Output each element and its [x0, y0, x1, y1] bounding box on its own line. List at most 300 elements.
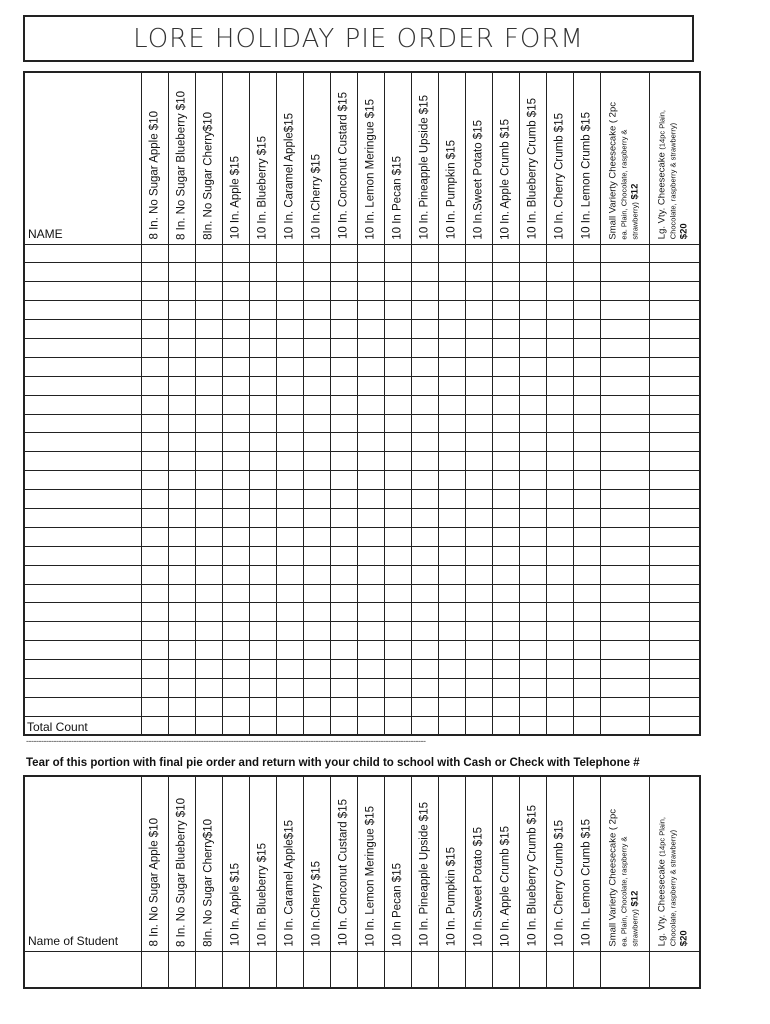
- slip-quantity-cell[interactable]: [649, 951, 700, 988]
- order-quantity-cell[interactable]: [195, 414, 222, 433]
- order-quantity-cell[interactable]: [222, 357, 249, 376]
- order-quantity-cell[interactable]: [168, 376, 195, 395]
- order-quantity-cell[interactable]: [141, 508, 168, 527]
- order-quantity-cell[interactable]: [649, 244, 700, 263]
- order-quantity-cell[interactable]: [330, 244, 357, 263]
- order-quantity-cell[interactable]: [492, 414, 519, 433]
- order-quantity-cell[interactable]: [276, 565, 303, 584]
- order-quantity-cell[interactable]: [492, 282, 519, 301]
- total-count-cell[interactable]: [649, 716, 700, 735]
- order-quantity-cell[interactable]: [492, 490, 519, 509]
- order-quantity-cell[interactable]: [519, 395, 546, 414]
- order-quantity-cell[interactable]: [492, 565, 519, 584]
- order-quantity-cell[interactable]: [330, 338, 357, 357]
- order-quantity-cell[interactable]: [411, 508, 438, 527]
- order-quantity-cell[interactable]: [411, 376, 438, 395]
- order-name-cell[interactable]: [24, 357, 141, 376]
- order-quantity-cell[interactable]: [384, 490, 411, 509]
- slip-quantity-cell[interactable]: [168, 951, 195, 988]
- order-quantity-cell[interactable]: [249, 641, 276, 660]
- order-quantity-cell[interactable]: [276, 622, 303, 641]
- total-count-cell[interactable]: [573, 716, 600, 735]
- slip-quantity-cell[interactable]: [276, 951, 303, 988]
- order-quantity-cell[interactable]: [649, 678, 700, 697]
- total-count-cell[interactable]: [195, 716, 222, 735]
- order-quantity-cell[interactable]: [195, 282, 222, 301]
- order-quantity-cell[interactable]: [438, 414, 465, 433]
- order-quantity-cell[interactable]: [303, 357, 330, 376]
- order-quantity-cell[interactable]: [600, 395, 649, 414]
- order-quantity-cell[interactable]: [168, 433, 195, 452]
- order-quantity-cell[interactable]: [222, 376, 249, 395]
- order-name-cell[interactable]: [24, 301, 141, 320]
- order-quantity-cell[interactable]: [276, 320, 303, 339]
- slip-quantity-cell[interactable]: [465, 951, 492, 988]
- order-quantity-cell[interactable]: [195, 565, 222, 584]
- order-quantity-cell[interactable]: [519, 697, 546, 716]
- order-quantity-cell[interactable]: [411, 490, 438, 509]
- order-quantity-cell[interactable]: [600, 584, 649, 603]
- order-quantity-cell[interactable]: [573, 433, 600, 452]
- order-quantity-cell[interactable]: [438, 433, 465, 452]
- order-quantity-cell[interactable]: [411, 678, 438, 697]
- slip-quantity-cell[interactable]: [222, 951, 249, 988]
- order-quantity-cell[interactable]: [411, 641, 438, 660]
- order-quantity-cell[interactable]: [249, 584, 276, 603]
- order-name-cell[interactable]: [24, 320, 141, 339]
- order-quantity-cell[interactable]: [330, 490, 357, 509]
- order-quantity-cell[interactable]: [649, 357, 700, 376]
- order-quantity-cell[interactable]: [465, 584, 492, 603]
- order-quantity-cell[interactable]: [141, 565, 168, 584]
- order-quantity-cell[interactable]: [222, 338, 249, 357]
- order-quantity-cell[interactable]: [168, 546, 195, 565]
- order-quantity-cell[interactable]: [519, 320, 546, 339]
- order-quantity-cell[interactable]: [195, 641, 222, 660]
- order-quantity-cell[interactable]: [222, 546, 249, 565]
- order-quantity-cell[interactable]: [411, 244, 438, 263]
- order-quantity-cell[interactable]: [249, 301, 276, 320]
- order-quantity-cell[interactable]: [546, 452, 573, 471]
- order-quantity-cell[interactable]: [195, 376, 222, 395]
- order-quantity-cell[interactable]: [222, 433, 249, 452]
- order-quantity-cell[interactable]: [438, 603, 465, 622]
- order-quantity-cell[interactable]: [303, 282, 330, 301]
- order-quantity-cell[interactable]: [438, 244, 465, 263]
- order-quantity-cell[interactable]: [330, 320, 357, 339]
- order-quantity-cell[interactable]: [600, 641, 649, 660]
- order-quantity-cell[interactable]: [276, 376, 303, 395]
- order-name-cell[interactable]: [24, 282, 141, 301]
- order-quantity-cell[interactable]: [222, 584, 249, 603]
- order-quantity-cell[interactable]: [330, 414, 357, 433]
- order-quantity-cell[interactable]: [546, 508, 573, 527]
- slip-quantity-cell[interactable]: [600, 951, 649, 988]
- order-quantity-cell[interactable]: [384, 244, 411, 263]
- order-quantity-cell[interactable]: [573, 603, 600, 622]
- order-quantity-cell[interactable]: [303, 376, 330, 395]
- order-quantity-cell[interactable]: [168, 508, 195, 527]
- order-quantity-cell[interactable]: [330, 622, 357, 641]
- order-quantity-cell[interactable]: [357, 660, 384, 679]
- order-quantity-cell[interactable]: [303, 641, 330, 660]
- order-quantity-cell[interactable]: [573, 471, 600, 490]
- order-quantity-cell[interactable]: [649, 320, 700, 339]
- order-quantity-cell[interactable]: [438, 395, 465, 414]
- order-quantity-cell[interactable]: [141, 546, 168, 565]
- order-quantity-cell[interactable]: [573, 452, 600, 471]
- order-quantity-cell[interactable]: [276, 244, 303, 263]
- order-quantity-cell[interactable]: [384, 527, 411, 546]
- order-quantity-cell[interactable]: [492, 508, 519, 527]
- order-quantity-cell[interactable]: [649, 546, 700, 565]
- order-quantity-cell[interactable]: [330, 376, 357, 395]
- order-quantity-cell[interactable]: [384, 301, 411, 320]
- order-quantity-cell[interactable]: [141, 471, 168, 490]
- order-quantity-cell[interactable]: [573, 678, 600, 697]
- order-quantity-cell[interactable]: [222, 282, 249, 301]
- order-quantity-cell[interactable]: [465, 697, 492, 716]
- order-quantity-cell[interactable]: [330, 584, 357, 603]
- order-quantity-cell[interactable]: [195, 395, 222, 414]
- order-quantity-cell[interactable]: [384, 697, 411, 716]
- order-quantity-cell[interactable]: [411, 452, 438, 471]
- order-quantity-cell[interactable]: [168, 660, 195, 679]
- order-quantity-cell[interactable]: [546, 565, 573, 584]
- order-quantity-cell[interactable]: [411, 282, 438, 301]
- order-quantity-cell[interactable]: [168, 414, 195, 433]
- order-quantity-cell[interactable]: [465, 414, 492, 433]
- order-quantity-cell[interactable]: [384, 282, 411, 301]
- order-quantity-cell[interactable]: [168, 584, 195, 603]
- order-quantity-cell[interactable]: [195, 263, 222, 282]
- slip-quantity-cell[interactable]: [384, 951, 411, 988]
- order-quantity-cell[interactable]: [600, 490, 649, 509]
- total-count-cell[interactable]: [492, 716, 519, 735]
- order-quantity-cell[interactable]: [384, 471, 411, 490]
- order-quantity-cell[interactable]: [195, 697, 222, 716]
- order-quantity-cell[interactable]: [222, 452, 249, 471]
- order-quantity-cell[interactable]: [141, 301, 168, 320]
- order-quantity-cell[interactable]: [330, 697, 357, 716]
- order-name-cell[interactable]: [24, 263, 141, 282]
- slip-quantity-cell[interactable]: [546, 951, 573, 988]
- order-quantity-cell[interactable]: [546, 641, 573, 660]
- order-quantity-cell[interactable]: [276, 301, 303, 320]
- order-quantity-cell[interactable]: [357, 678, 384, 697]
- order-quantity-cell[interactable]: [168, 357, 195, 376]
- order-quantity-cell[interactable]: [249, 282, 276, 301]
- order-quantity-cell[interactable]: [276, 546, 303, 565]
- order-quantity-cell[interactable]: [276, 584, 303, 603]
- order-quantity-cell[interactable]: [519, 376, 546, 395]
- order-quantity-cell[interactable]: [600, 244, 649, 263]
- order-quantity-cell[interactable]: [195, 244, 222, 263]
- order-quantity-cell[interactable]: [357, 338, 384, 357]
- slip-quantity-cell[interactable]: [411, 951, 438, 988]
- order-quantity-cell[interactable]: [168, 320, 195, 339]
- order-quantity-cell[interactable]: [141, 660, 168, 679]
- order-quantity-cell[interactable]: [519, 641, 546, 660]
- order-quantity-cell[interactable]: [141, 697, 168, 716]
- order-quantity-cell[interactable]: [492, 263, 519, 282]
- order-quantity-cell[interactable]: [519, 338, 546, 357]
- order-quantity-cell[interactable]: [249, 320, 276, 339]
- order-quantity-cell[interactable]: [411, 660, 438, 679]
- order-quantity-cell[interactable]: [357, 263, 384, 282]
- order-quantity-cell[interactable]: [168, 678, 195, 697]
- order-quantity-cell[interactable]: [492, 622, 519, 641]
- slip-quantity-cell[interactable]: [519, 951, 546, 988]
- order-quantity-cell[interactable]: [168, 641, 195, 660]
- order-quantity-cell[interactable]: [600, 357, 649, 376]
- order-quantity-cell[interactable]: [357, 414, 384, 433]
- order-quantity-cell[interactable]: [330, 546, 357, 565]
- order-quantity-cell[interactable]: [276, 338, 303, 357]
- order-quantity-cell[interactable]: [573, 565, 600, 584]
- order-name-cell[interactable]: [24, 376, 141, 395]
- order-quantity-cell[interactable]: [141, 282, 168, 301]
- order-quantity-cell[interactable]: [492, 320, 519, 339]
- order-quantity-cell[interactable]: [249, 603, 276, 622]
- order-quantity-cell[interactable]: [384, 414, 411, 433]
- order-quantity-cell[interactable]: [573, 263, 600, 282]
- order-quantity-cell[interactable]: [546, 395, 573, 414]
- order-quantity-cell[interactable]: [411, 546, 438, 565]
- order-quantity-cell[interactable]: [546, 320, 573, 339]
- order-quantity-cell[interactable]: [492, 697, 519, 716]
- order-quantity-cell[interactable]: [573, 641, 600, 660]
- order-quantity-cell[interactable]: [465, 244, 492, 263]
- slip-quantity-cell[interactable]: [141, 951, 168, 988]
- order-quantity-cell[interactable]: [249, 395, 276, 414]
- order-quantity-cell[interactable]: [384, 641, 411, 660]
- order-quantity-cell[interactable]: [411, 357, 438, 376]
- order-quantity-cell[interactable]: [649, 263, 700, 282]
- order-quantity-cell[interactable]: [649, 282, 700, 301]
- order-quantity-cell[interactable]: [573, 301, 600, 320]
- total-count-cell[interactable]: [276, 716, 303, 735]
- order-quantity-cell[interactable]: [465, 490, 492, 509]
- order-quantity-cell[interactable]: [492, 546, 519, 565]
- order-quantity-cell[interactable]: [141, 433, 168, 452]
- order-quantity-cell[interactable]: [492, 584, 519, 603]
- order-quantity-cell[interactable]: [330, 565, 357, 584]
- order-quantity-cell[interactable]: [546, 376, 573, 395]
- order-quantity-cell[interactable]: [276, 282, 303, 301]
- order-quantity-cell[interactable]: [384, 395, 411, 414]
- order-quantity-cell[interactable]: [411, 697, 438, 716]
- order-quantity-cell[interactable]: [330, 678, 357, 697]
- order-quantity-cell[interactable]: [303, 508, 330, 527]
- order-quantity-cell[interactable]: [600, 546, 649, 565]
- order-quantity-cell[interactable]: [222, 603, 249, 622]
- order-quantity-cell[interactable]: [357, 282, 384, 301]
- order-quantity-cell[interactable]: [384, 508, 411, 527]
- order-quantity-cell[interactable]: [438, 527, 465, 546]
- order-quantity-cell[interactable]: [195, 527, 222, 546]
- order-quantity-cell[interactable]: [465, 565, 492, 584]
- order-quantity-cell[interactable]: [519, 452, 546, 471]
- order-quantity-cell[interactable]: [600, 301, 649, 320]
- order-quantity-cell[interactable]: [519, 622, 546, 641]
- order-quantity-cell[interactable]: [195, 490, 222, 509]
- order-quantity-cell[interactable]: [519, 490, 546, 509]
- order-quantity-cell[interactable]: [357, 433, 384, 452]
- order-quantity-cell[interactable]: [438, 282, 465, 301]
- order-quantity-cell[interactable]: [649, 338, 700, 357]
- order-quantity-cell[interactable]: [546, 678, 573, 697]
- order-quantity-cell[interactable]: [519, 546, 546, 565]
- order-quantity-cell[interactable]: [222, 263, 249, 282]
- order-quantity-cell[interactable]: [303, 320, 330, 339]
- total-count-cell[interactable]: [546, 716, 573, 735]
- order-quantity-cell[interactable]: [357, 320, 384, 339]
- order-quantity-cell[interactable]: [303, 678, 330, 697]
- order-quantity-cell[interactable]: [222, 527, 249, 546]
- order-quantity-cell[interactable]: [411, 527, 438, 546]
- order-quantity-cell[interactable]: [249, 490, 276, 509]
- order-quantity-cell[interactable]: [465, 603, 492, 622]
- order-quantity-cell[interactable]: [141, 244, 168, 263]
- order-quantity-cell[interactable]: [168, 282, 195, 301]
- order-quantity-cell[interactable]: [276, 433, 303, 452]
- order-name-cell[interactable]: [24, 414, 141, 433]
- order-quantity-cell[interactable]: [600, 622, 649, 641]
- order-quantity-cell[interactable]: [465, 452, 492, 471]
- order-quantity-cell[interactable]: [573, 660, 600, 679]
- order-quantity-cell[interactable]: [303, 433, 330, 452]
- order-name-cell[interactable]: [24, 546, 141, 565]
- order-quantity-cell[interactable]: [649, 584, 700, 603]
- order-quantity-cell[interactable]: [330, 527, 357, 546]
- order-quantity-cell[interactable]: [357, 490, 384, 509]
- order-quantity-cell[interactable]: [249, 244, 276, 263]
- order-quantity-cell[interactable]: [249, 660, 276, 679]
- order-quantity-cell[interactable]: [573, 584, 600, 603]
- order-quantity-cell[interactable]: [276, 452, 303, 471]
- total-count-cell[interactable]: [330, 716, 357, 735]
- slip-quantity-cell[interactable]: [573, 951, 600, 988]
- order-quantity-cell[interactable]: [249, 697, 276, 716]
- order-quantity-cell[interactable]: [249, 471, 276, 490]
- order-quantity-cell[interactable]: [384, 660, 411, 679]
- order-quantity-cell[interactable]: [438, 357, 465, 376]
- order-quantity-cell[interactable]: [357, 603, 384, 622]
- order-quantity-cell[interactable]: [249, 414, 276, 433]
- order-quantity-cell[interactable]: [492, 395, 519, 414]
- slip-quantity-cell[interactable]: [303, 951, 330, 988]
- order-quantity-cell[interactable]: [168, 697, 195, 716]
- order-quantity-cell[interactable]: [195, 584, 222, 603]
- order-quantity-cell[interactable]: [276, 357, 303, 376]
- order-quantity-cell[interactable]: [492, 527, 519, 546]
- order-quantity-cell[interactable]: [330, 508, 357, 527]
- order-quantity-cell[interactable]: [249, 622, 276, 641]
- order-quantity-cell[interactable]: [384, 565, 411, 584]
- order-quantity-cell[interactable]: [195, 471, 222, 490]
- order-quantity-cell[interactable]: [276, 660, 303, 679]
- total-count-cell[interactable]: [438, 716, 465, 735]
- order-quantity-cell[interactable]: [519, 584, 546, 603]
- order-quantity-cell[interactable]: [600, 263, 649, 282]
- order-quantity-cell[interactable]: [357, 301, 384, 320]
- order-quantity-cell[interactable]: [546, 263, 573, 282]
- order-quantity-cell[interactable]: [573, 357, 600, 376]
- order-quantity-cell[interactable]: [573, 490, 600, 509]
- order-quantity-cell[interactable]: [600, 376, 649, 395]
- order-quantity-cell[interactable]: [438, 622, 465, 641]
- order-quantity-cell[interactable]: [141, 320, 168, 339]
- order-quantity-cell[interactable]: [222, 395, 249, 414]
- order-quantity-cell[interactable]: [492, 301, 519, 320]
- order-quantity-cell[interactable]: [411, 622, 438, 641]
- order-quantity-cell[interactable]: [249, 357, 276, 376]
- order-name-cell[interactable]: [24, 527, 141, 546]
- order-quantity-cell[interactable]: [546, 433, 573, 452]
- order-name-cell[interactable]: [24, 678, 141, 697]
- order-quantity-cell[interactable]: [492, 452, 519, 471]
- total-count-cell[interactable]: [303, 716, 330, 735]
- slip-quantity-cell[interactable]: [330, 951, 357, 988]
- order-quantity-cell[interactable]: [195, 622, 222, 641]
- order-quantity-cell[interactable]: [276, 697, 303, 716]
- order-quantity-cell[interactable]: [330, 660, 357, 679]
- order-quantity-cell[interactable]: [357, 357, 384, 376]
- order-quantity-cell[interactable]: [222, 678, 249, 697]
- order-quantity-cell[interactable]: [141, 357, 168, 376]
- order-quantity-cell[interactable]: [249, 376, 276, 395]
- order-name-cell[interactable]: [24, 603, 141, 622]
- order-quantity-cell[interactable]: [492, 641, 519, 660]
- order-quantity-cell[interactable]: [303, 301, 330, 320]
- order-quantity-cell[interactable]: [492, 603, 519, 622]
- order-quantity-cell[interactable]: [600, 452, 649, 471]
- order-quantity-cell[interactable]: [600, 697, 649, 716]
- order-quantity-cell[interactable]: [519, 471, 546, 490]
- order-quantity-cell[interactable]: [330, 357, 357, 376]
- order-quantity-cell[interactable]: [546, 546, 573, 565]
- order-quantity-cell[interactable]: [649, 433, 700, 452]
- order-quantity-cell[interactable]: [384, 452, 411, 471]
- order-quantity-cell[interactable]: [600, 471, 649, 490]
- order-quantity-cell[interactable]: [573, 508, 600, 527]
- order-quantity-cell[interactable]: [438, 263, 465, 282]
- order-quantity-cell[interactable]: [465, 263, 492, 282]
- order-quantity-cell[interactable]: [303, 622, 330, 641]
- order-quantity-cell[interactable]: [357, 546, 384, 565]
- order-quantity-cell[interactable]: [649, 660, 700, 679]
- order-quantity-cell[interactable]: [438, 376, 465, 395]
- order-quantity-cell[interactable]: [303, 490, 330, 509]
- order-quantity-cell[interactable]: [357, 471, 384, 490]
- order-quantity-cell[interactable]: [411, 263, 438, 282]
- order-quantity-cell[interactable]: [141, 395, 168, 414]
- order-quantity-cell[interactable]: [303, 338, 330, 357]
- order-quantity-cell[interactable]: [519, 527, 546, 546]
- order-quantity-cell[interactable]: [330, 471, 357, 490]
- order-quantity-cell[interactable]: [649, 527, 700, 546]
- order-quantity-cell[interactable]: [649, 452, 700, 471]
- order-name-cell[interactable]: [24, 452, 141, 471]
- order-quantity-cell[interactable]: [384, 622, 411, 641]
- order-quantity-cell[interactable]: [546, 338, 573, 357]
- order-quantity-cell[interactable]: [276, 641, 303, 660]
- order-quantity-cell[interactable]: [519, 603, 546, 622]
- order-quantity-cell[interactable]: [649, 414, 700, 433]
- order-quantity-cell[interactable]: [384, 376, 411, 395]
- order-quantity-cell[interactable]: [384, 584, 411, 603]
